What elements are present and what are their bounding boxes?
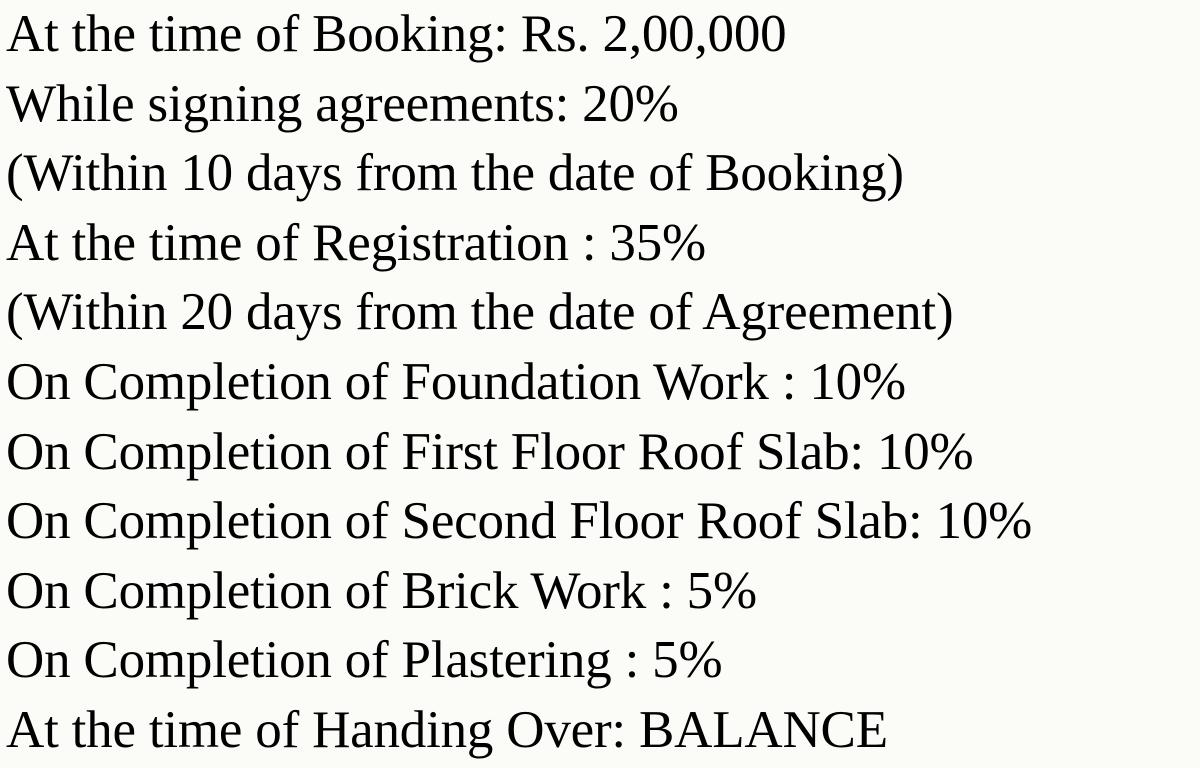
schedule-line-registration: At the time of Registration : 35%: [6, 213, 706, 272]
schedule-line-second-floor: On Completion of Second Floor Roof Slab: 10%: [6, 492, 1033, 551]
schedule-line-plastering: On Completion of Plastering : 5%: [6, 631, 723, 690]
schedule-line-first-floor: On Completion of First Floor Roof Slab: 10%: [6, 422, 974, 481]
payment-schedule: [6, 0, 1198, 766]
schedule-line-handover: At the time of Handing Over: BALANCE: [6, 700, 888, 759]
schedule-line-foundation: On Completion of Foundation Work : 10%: [6, 352, 906, 411]
schedule-line-booking: At the time of Booking: Rs. 2,00,000: [6, 5, 787, 63]
schedule-line-agreement: While signing agreements: 20%: [6, 74, 679, 133]
schedule-line-brick-work: On Completion of Brick Work : 5%: [6, 561, 757, 620]
schedule-note-agreement: (Within 10 days from the date of Booking): [6, 144, 904, 203]
schedule-note-registration: (Within 20 days from the date of Agreement): [6, 283, 954, 342]
